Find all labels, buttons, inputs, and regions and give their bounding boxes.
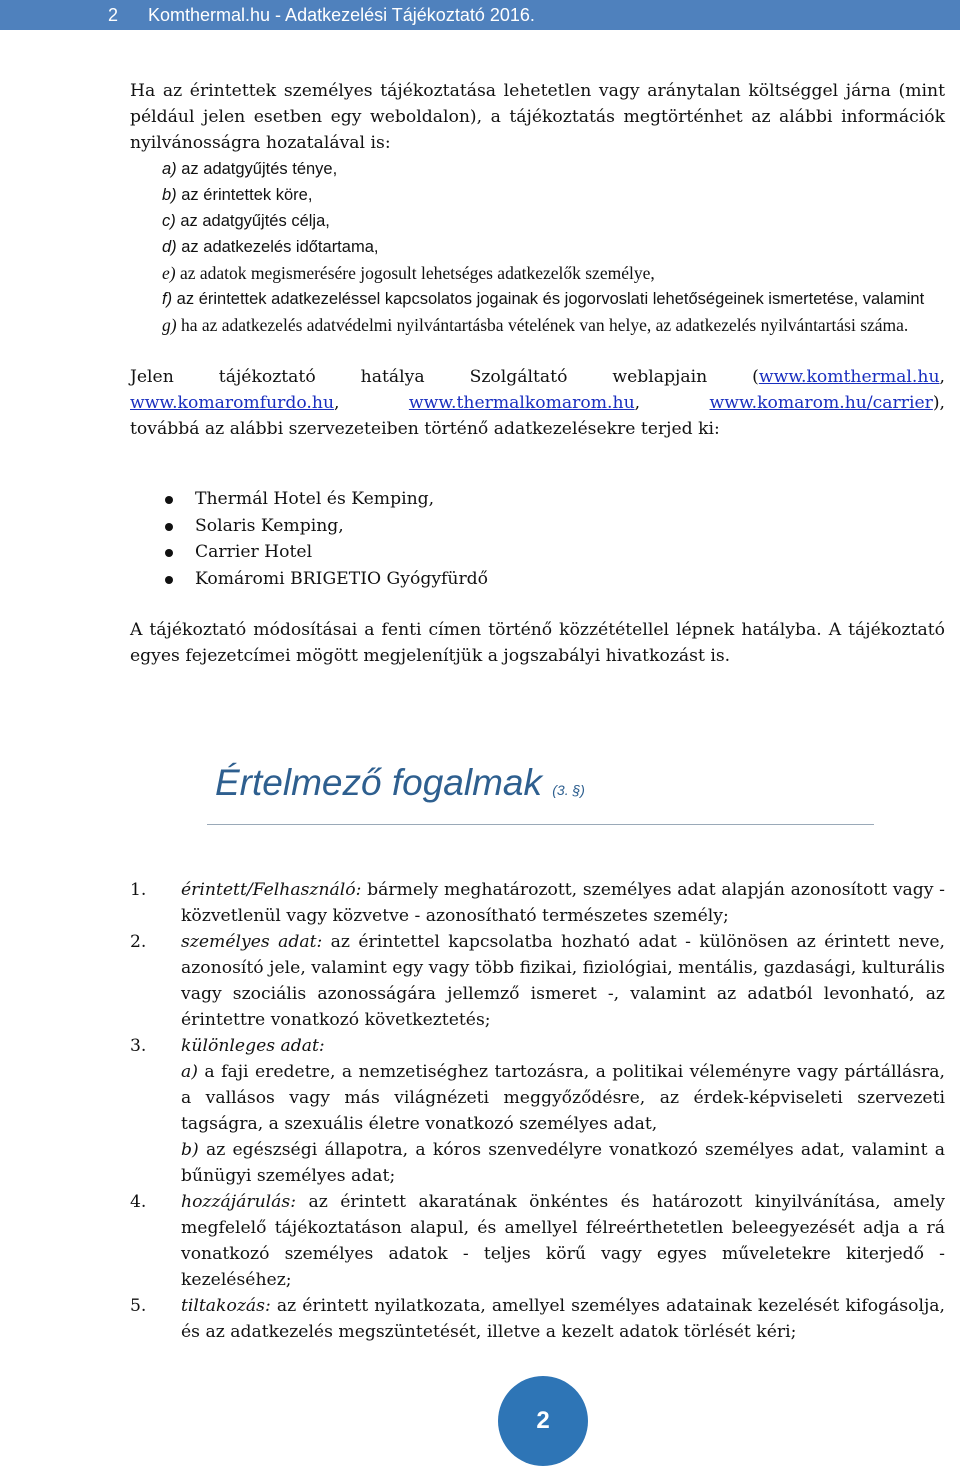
definition-text <box>181 1033 945 1059</box>
definition-item <box>130 1033 945 1189</box>
organization-list <box>130 486 945 592</box>
intro-item-f <box>162 286 945 312</box>
scope-separator: , <box>939 367 945 387</box>
link-thermalkomarom[interactable]: www.thermalkomarom.hu <box>408 393 635 413</box>
scope-line-2 <box>130 390 945 416</box>
definition-term: különleges adat: <box>181 1036 325 1056</box>
item-text: az adatgyűjtés ténye, <box>176 160 338 178</box>
section-reference: (3. §) <box>552 782 585 798</box>
definition-text <box>181 1293 945 1345</box>
definition-sub-a <box>181 1059 945 1137</box>
definition-text <box>181 929 945 1033</box>
list-item: Thermál Hotel és Kemping, <box>130 486 945 513</box>
item-text: az adatgyűjtés célja, <box>175 212 330 230</box>
item-text: az érintettek adatkezeléssel kapcsolatos jogainak és jogorvoslati lehetőségeinek ismertetése, valamint <box>172 290 925 308</box>
scope-separator: , <box>334 393 340 413</box>
definition-sub-b <box>181 1137 945 1189</box>
definition-term: érintett/Felhasználó: <box>181 880 362 900</box>
sub-text: a faji eredetre, a nemzetiséghez tartozásra, a politikai véleményre vagy pártállásra, a vallásos vagy más világnézeti meggyőződésre, az érdek-képviseleti szervezeti tagságra, a szexuális életre vonatkozó személyes adat, <box>181 1062 945 1134</box>
header-title: Komthermal.hu - Adatkezelési Tájékoztató 2016. <box>148 5 535 25</box>
page-number-badge: 2 <box>498 1376 588 1466</box>
definition-item <box>130 1293 945 1345</box>
main-content <box>130 78 945 669</box>
intro-paragraph: Ha az érintettek személyes tájékoztatása lehetetlen vagy aránytalan költséggel járna (mint például jelen esetben egy weboldalon), a tájékoztatás megtörténhet az alábbi információk nyilvánosságra hozatalával is: <box>130 81 945 153</box>
item-text: ha az adatkezelés adatvédelmi nyilvántartásba vételének van helye, az adatkezelés nyilvántartási száma. <box>176 315 909 335</box>
definition-body: az érintettel kapcsolatba hozható adat - különösen az érintett neve, azonosító jele, valamint egy vagy több fizikai, fiziológiai, mentális, gazdasági, kulturális vagy szociális azonosságára jellemző ismeret -, valamint az adatból levonható, az érintettre vonatkozó következtetés; <box>181 932 946 1030</box>
intro-item-c <box>162 208 945 234</box>
definition-item <box>130 1189 945 1293</box>
definition-body: az érintett akaratának önkéntes és határozott kinyilvánítása, amely megfelelő tájékoztatáson alapul, és amellyel félreérthetetlen beleegyezését adja a rá vonatkozó személyes adatok - teljes körű vagy egyes műveletekre kiterjedő - kezeléséhez; <box>181 1192 945 1290</box>
definition-body: az érintett nyilatkozata, amellyel személyes adatainak kezelését kifogásolja, és az adatkezelés megszüntetését, illetve a kezelt adatok törlését kéri; <box>181 1296 945 1342</box>
section-title-text: Értelmező fogalmak <box>215 762 542 803</box>
header-page-number: 2 <box>108 5 119 25</box>
item-text: az érintettek köre, <box>176 186 313 204</box>
definition-number: 2. <box>130 932 147 952</box>
sub-letter: a) <box>181 1062 198 1082</box>
item-letter: a) <box>162 160 177 178</box>
modifications-paragraph: A tájékoztató módosításai a fenti címen történő közzététellel lépnek hatályba. A tájékoztató egyes fejezetcímei mögött megjelenítjük a jogszabályi hivatkozást is. <box>130 620 945 666</box>
item-letter: g) <box>162 315 177 335</box>
sub-letter: b) <box>181 1140 199 1160</box>
scope-line-3: továbbá az alábbi szervezeteiben történő adatkezelésekre terjed ki: <box>130 419 720 439</box>
scope-close: ), <box>932 393 946 413</box>
definitions-list <box>130 877 945 1345</box>
list-item: Komáromi BRIGETIO Gyógyfürdő <box>130 566 945 593</box>
intro-item-d <box>162 234 945 260</box>
section-divider <box>207 824 874 825</box>
definition-number: 1. <box>130 880 147 900</box>
intro-item-a <box>162 156 945 182</box>
link-komaromfurdo[interactable]: www.komaromfurdo.hu <box>130 393 335 413</box>
definition-item <box>130 929 945 1033</box>
intro-item-e <box>162 260 945 286</box>
definition-number: 4. <box>130 1192 147 1212</box>
scope-separator: , <box>634 393 641 413</box>
intro-item-b <box>162 182 945 208</box>
list-item: Carrier Hotel <box>130 539 945 566</box>
item-letter: c) <box>162 212 176 230</box>
item-letter: b) <box>162 186 177 204</box>
item-text: az adatkezelés időtartama, <box>176 238 379 256</box>
link-komarom-carrier[interactable]: www.komarom.hu/carrier <box>709 393 933 413</box>
scope-line-1 <box>130 364 945 390</box>
definition-term: személyes adat: <box>181 932 323 952</box>
page-header <box>0 0 960 30</box>
section-title <box>215 762 585 804</box>
definition-term: hozzájárulás: <box>181 1192 296 1212</box>
item-letter: e) <box>162 263 176 283</box>
definition-item <box>130 877 945 929</box>
definition-text <box>181 877 945 929</box>
item-letter: f) <box>162 290 173 308</box>
item-text: az adatok megismerésére jogosult lehetséges adatkezelők személye, <box>175 263 655 283</box>
scope-last-link-group <box>710 393 945 413</box>
intro-item-g <box>162 312 945 338</box>
definition-term: tiltakozás: <box>181 1296 271 1316</box>
definition-number: 5. <box>130 1296 147 1316</box>
sub-text: az egészségi állapotra, a kóros szenvedélyre vonatkozó személyes adat, valamint a bűnügyi személyes adat; <box>181 1140 945 1186</box>
scope-text: Jelen tájékoztató hatálya Szolgáltató weblapjain ( <box>130 367 759 387</box>
definition-body: bármely meghatározott, személyes adat alapján azonosított vagy - közvetlenül vagy közvetve - azonosítható természetes személy; <box>181 880 945 926</box>
link-komthermal[interactable]: www.komthermal.hu <box>758 367 940 387</box>
definition-number: 3. <box>130 1036 147 1056</box>
item-letter: d) <box>162 238 177 256</box>
definition-text <box>181 1189 945 1293</box>
list-item: Solaris Kemping, <box>130 513 945 540</box>
